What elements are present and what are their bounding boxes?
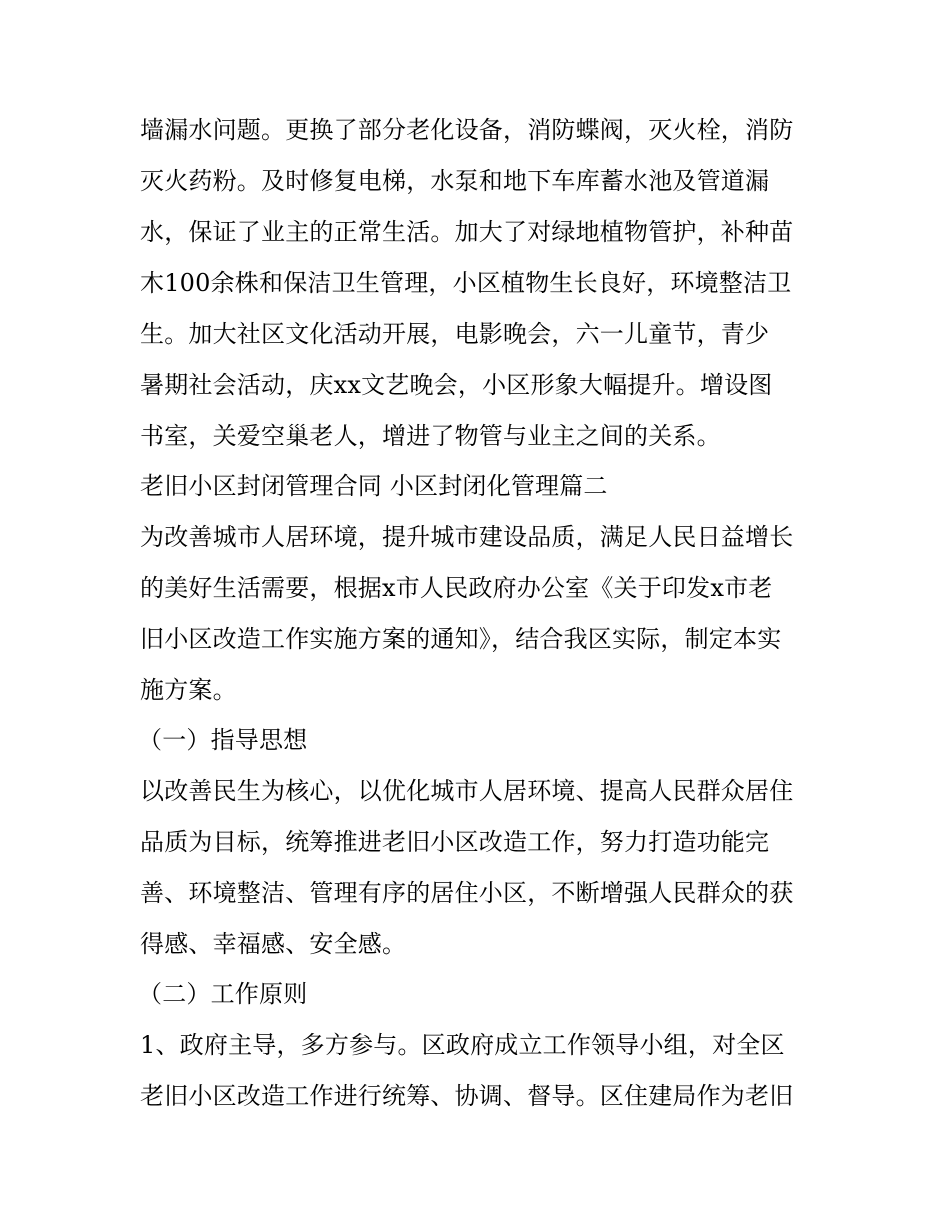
section-heading: 老旧小区封闭管理合同 小区封闭化管理篇二 — [140, 472, 608, 500]
text-line: 善、环境整洁、管理有序的居住小区，不断增强人民群众的获 — [140, 879, 794, 907]
text-line: 书室，关爱空巢老人，增进了物管与业主之间的关系。 — [140, 422, 721, 450]
text-line: 为改善城市人居环境，提升城市建设品质，满足人民日益增长 — [140, 523, 794, 551]
subsection-heading: （二）工作原则 — [138, 980, 308, 1008]
text-line: 以改善民生为核心，以优化城市人居环境、提高人民群众居住 — [140, 777, 794, 805]
text-line: 施方案。 — [140, 676, 237, 704]
text-line: 暑期社会活动，庆xx文艺晚会，小区形象大幅提升。增设图 — [140, 371, 773, 399]
text-line: 生。加大社区文化活动开展，电影晚会，六一儿童节，青少 — [140, 320, 770, 348]
text-line: 旧小区改造工作实施方案的通知》，结合我区实际，制定本实 — [140, 625, 782, 653]
text-line: 墙漏水问题。更换了部分老化设备，消防蝶阀，灭火栓，消防 — [140, 116, 794, 144]
text-line: 品质为目标，统筹推进老旧小区改造工作，努力打造功能完 — [140, 828, 770, 856]
text-line: 得感、幸福感、安全感。 — [140, 930, 407, 958]
text-line: 水，保证了业主的正常生活。加大了对绿地植物管护，补种苗 — [140, 218, 794, 246]
text-line: 的美好生活需要，根据x市人民政府办公室《关于印发x市老 — [140, 574, 773, 602]
text-line: 灭火药粉。及时修复电梯，水泵和地下车库蓄水池及管道漏 — [140, 167, 770, 195]
text-line: 1、政府主导，多方参与。区政府成立工作领导小组，对全区 — [140, 1031, 785, 1059]
text-line: 木100余株和保洁卫生管理，小区植物生长良好，环境整洁卫 — [140, 269, 792, 297]
text-line: 老旧小区改造工作进行统筹、协调、督导。区住建局作为老旧 — [140, 1082, 794, 1110]
subsection-heading: （一）指导思想 — [138, 726, 308, 754]
